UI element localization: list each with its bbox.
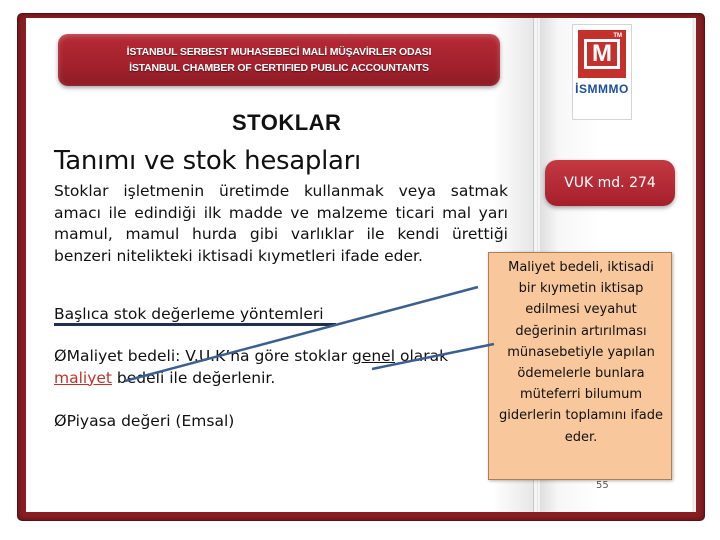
method-1-red-word: maliyet bbox=[54, 368, 112, 387]
logo-letter: M bbox=[592, 40, 612, 67]
arrow-bullet-icon: Ø bbox=[54, 346, 67, 365]
page-title: STOKLAR bbox=[232, 110, 342, 135]
header-line-english: İSTANBUL CHAMBER OF CERTIFIED PUBLIC ACCOUNTANTS bbox=[129, 62, 429, 74]
pointer-line-upper bbox=[125, 287, 478, 381]
callout-text: Maliyet bedeli, iktisadi bir kıymetin iktisap edilmesi veyahut değerinin artırılması münasebetiyle yapılan ödemelerle bunlara müteferri bilumum giderlerin toplamını ifade eder. bbox=[499, 260, 663, 445]
method-1-underlined-word: genel bbox=[351, 347, 396, 365]
vuk-reference-text: VUK md. 274 bbox=[564, 175, 656, 191]
definition-paragraph: Stoklar işletmenin üretimde kullanmak veya satmak amacı ile edindiği ilk madde ve malzeme ticari mal yarı mamul, mamul hurda gibi varlıklar ile kendi ürettiği benzeri nitelikteki iktisadi kıymetleri ifade eder. bbox=[54, 182, 508, 265]
arrow-bullet-icon: Ø bbox=[54, 411, 67, 430]
methods-heading: Başlıca stok değerleme yöntemleri bbox=[54, 305, 324, 323]
logo-trademark: TM bbox=[613, 33, 622, 39]
page-subtitle: Tanımı ve stok hesapları bbox=[54, 146, 361, 176]
header-line-turkish: İSTANBUL SERBEST MUHASEBECİ MALİ MÜŞAVİRLER ODASI bbox=[126, 46, 432, 58]
page-number: 55 bbox=[596, 480, 609, 491]
method-1-text-b: olarak bbox=[395, 347, 449, 365]
method-1-text-c: bedeli ile değerlenir. bbox=[112, 368, 276, 387]
method-2-text: Piyasa değeri (Emsal) bbox=[66, 412, 235, 430]
logo-text: İSMMMO bbox=[575, 82, 629, 96]
pointer-line-lower bbox=[372, 344, 494, 369]
method-1-text-a: Maliyet bedeli: V.U.K’na göre stoklar bbox=[66, 347, 352, 365]
